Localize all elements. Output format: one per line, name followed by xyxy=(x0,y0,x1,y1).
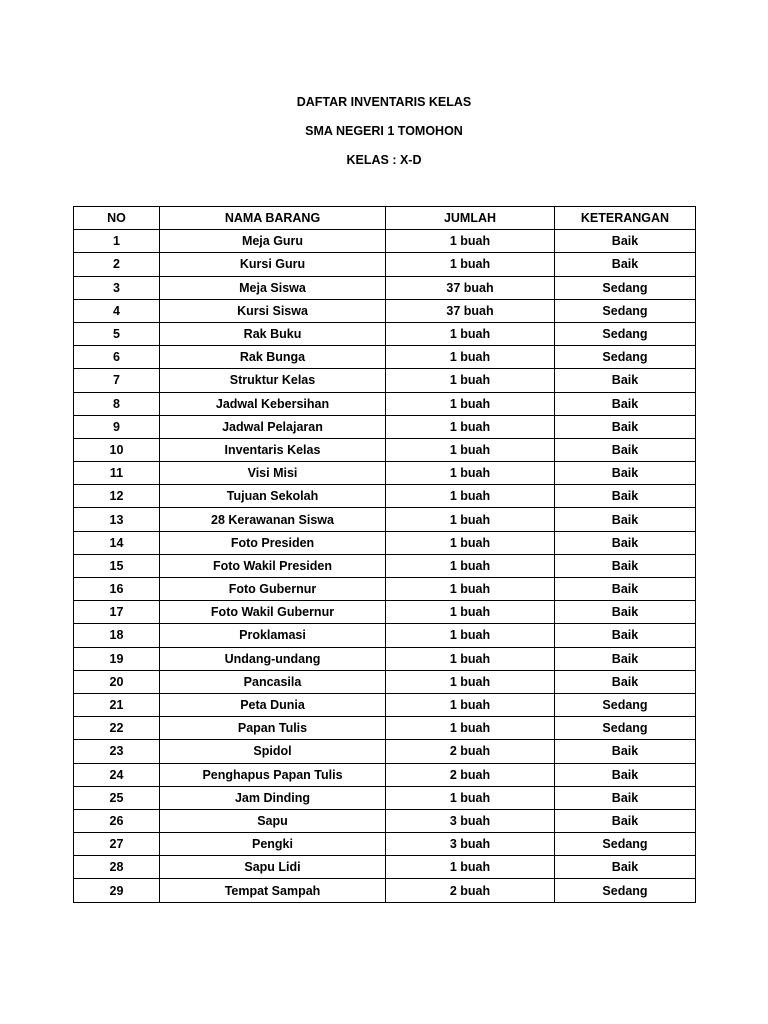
cell-keterangan: Baik xyxy=(555,462,696,485)
table-row xyxy=(74,856,696,879)
cell-jumlah: 1 buah xyxy=(386,230,555,253)
header-nama-barang: NAMA BARANG xyxy=(160,207,386,230)
table-row xyxy=(74,809,696,832)
cell-no: 7 xyxy=(74,369,160,392)
header-keterangan: KETERANGAN xyxy=(555,207,696,230)
cell-jumlah: 1 buah xyxy=(386,392,555,415)
cell-jumlah: 1 buah xyxy=(386,601,555,624)
cell-no: 26 xyxy=(74,809,160,832)
cell-nama-barang: Pengki xyxy=(160,833,386,856)
cell-jumlah: 1 buah xyxy=(386,462,555,485)
cell-nama-barang: Foto Wakil Gubernur xyxy=(160,601,386,624)
header-no: NO xyxy=(74,207,160,230)
table-row xyxy=(74,763,696,786)
cell-no: 8 xyxy=(74,392,160,415)
cell-jumlah: 1 buah xyxy=(386,508,555,531)
cell-keterangan: Baik xyxy=(555,786,696,809)
cell-nama-barang: Meja Guru xyxy=(160,230,386,253)
cell-keterangan: Sedang xyxy=(555,322,696,345)
table-row xyxy=(74,624,696,647)
cell-keterangan: Sedang xyxy=(555,299,696,322)
cell-no: 9 xyxy=(74,415,160,438)
cell-nama-barang: Rak Bunga xyxy=(160,346,386,369)
table-row xyxy=(74,276,696,299)
table-row xyxy=(74,578,696,601)
cell-jumlah: 1 buah xyxy=(386,647,555,670)
cell-nama-barang: Jam Dinding xyxy=(160,786,386,809)
cell-keterangan: Baik xyxy=(555,508,696,531)
table-row xyxy=(74,299,696,322)
cell-no: 20 xyxy=(74,670,160,693)
cell-keterangan: Baik xyxy=(555,485,696,508)
cell-no: 2 xyxy=(74,253,160,276)
cell-keterangan: Baik xyxy=(555,809,696,832)
table-row xyxy=(74,647,696,670)
cell-nama-barang: Jadwal Pelajaran xyxy=(160,415,386,438)
cell-jumlah: 1 buah xyxy=(386,322,555,345)
table-row xyxy=(74,670,696,693)
cell-no: 10 xyxy=(74,438,160,461)
cell-jumlah: 1 buah xyxy=(386,369,555,392)
cell-jumlah: 1 buah xyxy=(386,693,555,716)
cell-no: 24 xyxy=(74,763,160,786)
document-title: DAFTAR INVENTARIS KELAS xyxy=(296,95,472,109)
cell-keterangan: Baik xyxy=(555,392,696,415)
cell-no: 11 xyxy=(74,462,160,485)
table-row xyxy=(74,369,696,392)
cell-nama-barang: Rak Buku xyxy=(160,322,386,345)
table-row xyxy=(74,485,696,508)
cell-nama-barang: Penghapus Papan Tulis xyxy=(160,763,386,786)
cell-jumlah: 37 buah xyxy=(386,299,555,322)
cell-no: 28 xyxy=(74,856,160,879)
cell-keterangan: Sedang xyxy=(555,879,696,902)
cell-no: 15 xyxy=(74,554,160,577)
cell-keterangan: Baik xyxy=(555,253,696,276)
cell-no: 6 xyxy=(74,346,160,369)
cell-nama-barang: Sapu Lidi xyxy=(160,856,386,879)
table-row xyxy=(74,717,696,740)
table-row xyxy=(74,415,696,438)
cell-jumlah: 1 buah xyxy=(386,554,555,577)
cell-keterangan: Baik xyxy=(555,554,696,577)
table-row xyxy=(74,693,696,716)
table-row xyxy=(74,253,696,276)
cell-jumlah: 1 buah xyxy=(386,531,555,554)
cell-jumlah: 1 buah xyxy=(386,253,555,276)
table-header-row xyxy=(74,207,696,230)
cell-no: 19 xyxy=(74,647,160,670)
table-row xyxy=(74,438,696,461)
cell-jumlah: 3 buah xyxy=(386,809,555,832)
cell-no: 14 xyxy=(74,531,160,554)
cell-keterangan: Baik xyxy=(555,740,696,763)
cell-nama-barang: Papan Tulis xyxy=(160,717,386,740)
cell-jumlah: 2 buah xyxy=(386,740,555,763)
cell-no: 4 xyxy=(74,299,160,322)
cell-nama-barang: 28 Kerawanan Siswa xyxy=(160,508,386,531)
cell-no: 3 xyxy=(74,276,160,299)
cell-keterangan: Sedang xyxy=(555,276,696,299)
cell-keterangan: Sedang xyxy=(555,833,696,856)
cell-keterangan: Sedang xyxy=(555,346,696,369)
cell-jumlah: 1 buah xyxy=(386,717,555,740)
cell-jumlah: 2 buah xyxy=(386,763,555,786)
table-row xyxy=(74,833,696,856)
cell-keterangan: Sedang xyxy=(555,717,696,740)
cell-nama-barang: Inventaris Kelas xyxy=(160,438,386,461)
cell-keterangan: Baik xyxy=(555,624,696,647)
table-row xyxy=(74,392,696,415)
cell-nama-barang: Struktur Kelas xyxy=(160,369,386,392)
table-row xyxy=(74,346,696,369)
table-row xyxy=(74,322,696,345)
cell-no: 1 xyxy=(74,230,160,253)
cell-keterangan: Baik xyxy=(555,230,696,253)
cell-nama-barang: Undang-undang xyxy=(160,647,386,670)
cell-jumlah: 37 buah xyxy=(386,276,555,299)
cell-no: 27 xyxy=(74,833,160,856)
cell-no: 21 xyxy=(74,693,160,716)
cell-no: 16 xyxy=(74,578,160,601)
cell-no: 18 xyxy=(74,624,160,647)
table-row xyxy=(74,230,696,253)
cell-nama-barang: Peta Dunia xyxy=(160,693,386,716)
cell-nama-barang: Visi Misi xyxy=(160,462,386,485)
table-row xyxy=(74,740,696,763)
school-name: SMA NEGERI 1 TOMOHON xyxy=(305,124,463,138)
table-row xyxy=(74,508,696,531)
cell-jumlah: 1 buah xyxy=(386,670,555,693)
cell-keterangan: Baik xyxy=(555,415,696,438)
cell-keterangan: Baik xyxy=(555,856,696,879)
cell-jumlah: 2 buah xyxy=(386,879,555,902)
cell-jumlah: 1 buah xyxy=(386,624,555,647)
header-jumlah: JUMLAH xyxy=(386,207,555,230)
table-body xyxy=(74,230,696,902)
table-row xyxy=(74,879,696,902)
cell-jumlah: 1 buah xyxy=(386,438,555,461)
cell-jumlah: 1 buah xyxy=(386,856,555,879)
cell-nama-barang: Tempat Sampah xyxy=(160,879,386,902)
class-label: KELAS : X-D xyxy=(346,153,422,167)
cell-jumlah: 1 buah xyxy=(386,578,555,601)
cell-keterangan: Baik xyxy=(555,601,696,624)
cell-keterangan: Baik xyxy=(555,647,696,670)
cell-no: 17 xyxy=(74,601,160,624)
inventory-table xyxy=(73,206,696,903)
cell-keterangan: Baik xyxy=(555,531,696,554)
cell-nama-barang: Foto Presiden xyxy=(160,531,386,554)
cell-keterangan: Baik xyxy=(555,438,696,461)
cell-nama-barang: Kursi Siswa xyxy=(160,299,386,322)
cell-keterangan: Baik xyxy=(555,578,696,601)
cell-keterangan: Baik xyxy=(555,670,696,693)
cell-nama-barang: Meja Siswa xyxy=(160,276,386,299)
cell-no: 25 xyxy=(74,786,160,809)
cell-keterangan: Baik xyxy=(555,763,696,786)
cell-nama-barang: Kursi Guru xyxy=(160,253,386,276)
table-row xyxy=(74,462,696,485)
cell-no: 29 xyxy=(74,879,160,902)
cell-no: 5 xyxy=(74,322,160,345)
cell-nama-barang: Spidol xyxy=(160,740,386,763)
cell-jumlah: 1 buah xyxy=(386,485,555,508)
cell-jumlah: 1 buah xyxy=(386,346,555,369)
cell-nama-barang: Jadwal Kebersihan xyxy=(160,392,386,415)
table-row xyxy=(74,786,696,809)
cell-no: 12 xyxy=(74,485,160,508)
cell-nama-barang: Proklamasi xyxy=(160,624,386,647)
cell-jumlah: 1 buah xyxy=(386,415,555,438)
cell-nama-barang: Tujuan Sekolah xyxy=(160,485,386,508)
cell-jumlah: 3 buah xyxy=(386,833,555,856)
cell-no: 13 xyxy=(74,508,160,531)
document-header xyxy=(0,90,768,177)
cell-keterangan: Sedang xyxy=(555,693,696,716)
cell-nama-barang: Pancasila xyxy=(160,670,386,693)
cell-nama-barang: Sapu xyxy=(160,809,386,832)
cell-nama-barang: Foto Gubernur xyxy=(160,578,386,601)
table-row xyxy=(74,601,696,624)
cell-keterangan: Baik xyxy=(555,369,696,392)
cell-no: 22 xyxy=(74,717,160,740)
cell-jumlah: 1 buah xyxy=(386,786,555,809)
table-row xyxy=(74,531,696,554)
table-row xyxy=(74,554,696,577)
cell-nama-barang: Foto Wakil Presiden xyxy=(160,554,386,577)
cell-no: 23 xyxy=(74,740,160,763)
